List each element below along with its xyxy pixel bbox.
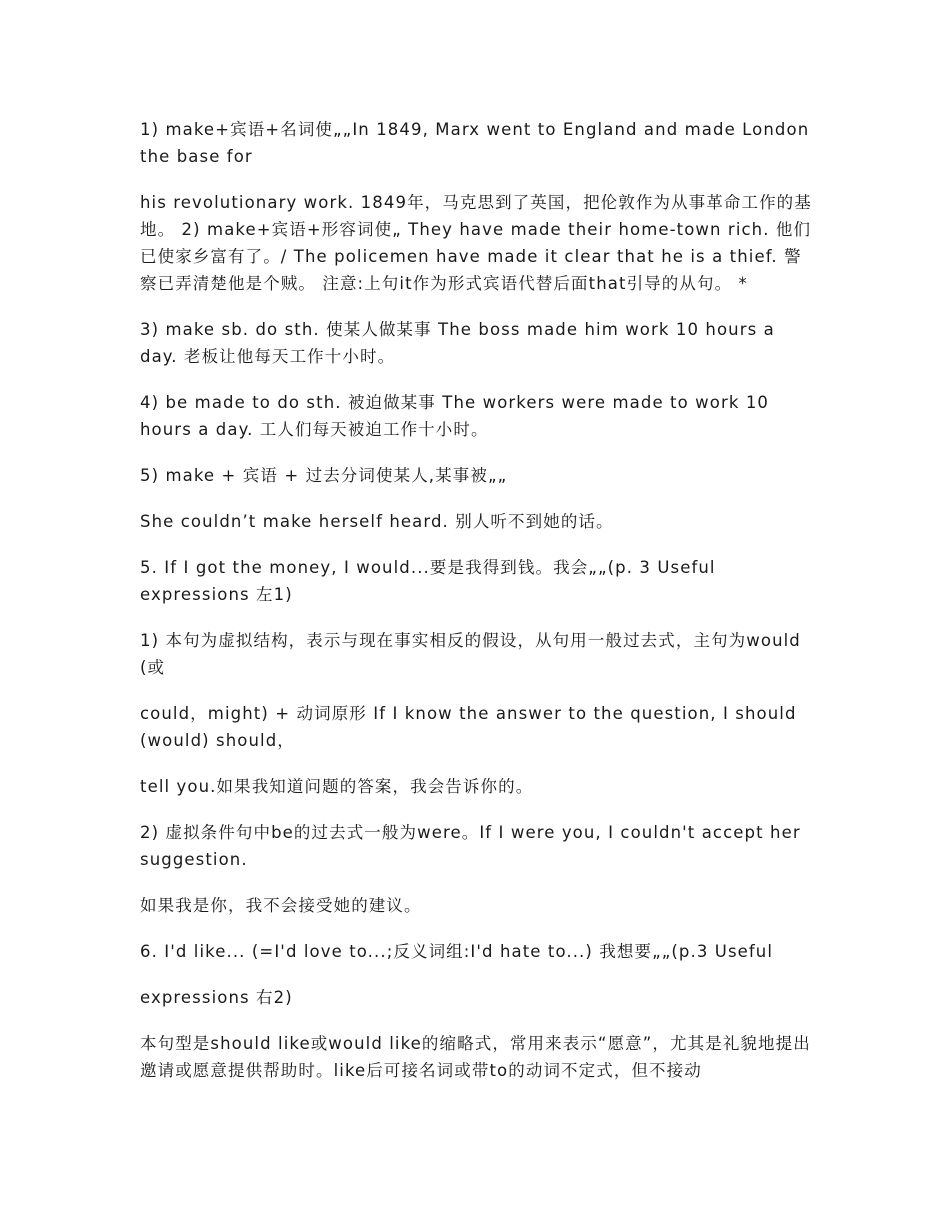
paragraph-example-heard: She couldn’t make herself heard. 别人听不到她的话。 xyxy=(140,512,614,531)
paragraph-subjunctive-1-translation: tell you.如果我知道问题的答案，我会告诉你的。 xyxy=(140,777,534,796)
paragraph-be-made-to-do: 4) be made to do sth. 被迫做某事 The workers were made to work 10 hours a day. 工人们每天被迫工作十小时。 xyxy=(140,393,770,439)
paragraph-subjunctive-1: 1) 本句为虚拟结构，表示与现在事实相反的假设，从句用一般过去式，主句为would (或 xyxy=(140,631,801,677)
paragraph-make-past-participle: 5) make + 宾语 + 过去分词使某人,某事被„„ xyxy=(140,466,508,485)
paragraph-if-i-got-money: 5. If I got the money, I would...要是我得到钱。我会„„(p. 3 Useful expressions 左1) xyxy=(140,558,716,604)
paragraph-make-adjective: his revolutionary work. 1849年，马克思到了英国，把伦敦作为从事革命工作的基地。 2) make+宾语+形容词使„ They have made their home-town rich. 他们已使家乡富有了。/ The policemen have made it clear that he is a thief. 警察已弄清楚他是个贼。 注意:上句it作为形式宾语代替后面that引导的从句。 * xyxy=(140,193,812,293)
paragraph-subjunctive-1-cont: could，might) + 动词原形 If I know the answer to the question, I should (would) should， xyxy=(140,704,797,750)
paragraph-make-sb-do-sth: 3) make sb. do sth. 使某人做某事 The boss made him work 10 hours a day. 老板让他每天工作十小时。 xyxy=(140,320,775,366)
paragraph-id-like-source: expressions 右2) xyxy=(140,988,293,1007)
paragraph-id-like-explanation: 本句型是should like或would like的缩略式，常用来表示“愿意”，尤其是礼貌地提出邀请或愿意提供帮助时。like后可接名词或带to的动词不定式，但不接动 xyxy=(140,1034,811,1080)
paragraph-subjunctive-2-translation: 如果我是你，我不会接受她的建议。 xyxy=(140,896,422,915)
paragraph-make-noun: 1) make+宾语+名词使„„In 1849, Marx went to England and made London the base for xyxy=(140,120,810,166)
paragraph-id-like: 6. I'd like... (=I'd love to...;反义词组:I'd hate to...) 我想要„„(p.3 Useful xyxy=(140,942,774,961)
paragraph-subjunctive-2: 2) 虚拟条件句中be的过去式一般为were。If I were you, I couldn't accept her suggestion. xyxy=(140,823,801,869)
